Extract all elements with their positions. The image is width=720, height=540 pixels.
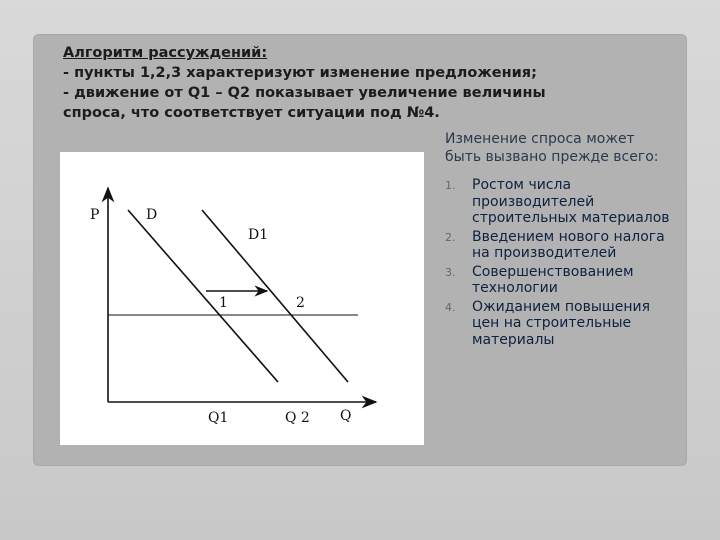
x-tick-q1: Q1 — [208, 410, 229, 426]
list-item — [445, 229, 670, 262]
heading-line-2: - движение от Q1 – Q2 показывает увеличение величины — [63, 85, 546, 101]
list-item-text: Ожиданием повышения цен на строительные материалы — [472, 298, 650, 348]
point-label-1: 1 — [219, 295, 228, 311]
side-intro: Изменение спроса может быть вызвано прежде всего: — [445, 131, 659, 165]
list-number: 3. — [445, 265, 456, 279]
y-axis-label: P — [90, 207, 100, 223]
list-item — [445, 264, 670, 297]
point-label-2: 2 — [296, 295, 305, 311]
curve-label-d1: D1 — [248, 227, 269, 243]
curve-label-d: D — [146, 207, 158, 223]
x-axis-label: Q — [340, 408, 352, 424]
demand-chart-svg — [60, 152, 424, 445]
list-item-text: Введением нового налога на производителей — [472, 228, 665, 261]
list-item-text: Ростом числа производителей строительных материалов — [472, 177, 670, 226]
list-number: 2. — [445, 230, 456, 244]
x-tick-q2: Q 2 — [285, 410, 310, 426]
side-text — [445, 130, 670, 350]
demand-chart — [60, 152, 424, 445]
list-item — [445, 177, 670, 227]
list-item — [445, 299, 670, 349]
reasoning-heading — [63, 43, 663, 123]
cause-list — [445, 177, 670, 348]
heading-line-1: - пункты 1,2,3 характеризуют изменение предложения; — [63, 65, 537, 81]
list-number: 1. — [445, 179, 456, 192]
heading-line-3: спроса, что соответствует ситуации под №4. — [63, 105, 440, 121]
list-number: 4. — [445, 300, 456, 314]
heading-title: Алгоритм рассуждений: — [63, 45, 268, 61]
list-item-text: Совершенствованием технологии — [472, 263, 634, 296]
